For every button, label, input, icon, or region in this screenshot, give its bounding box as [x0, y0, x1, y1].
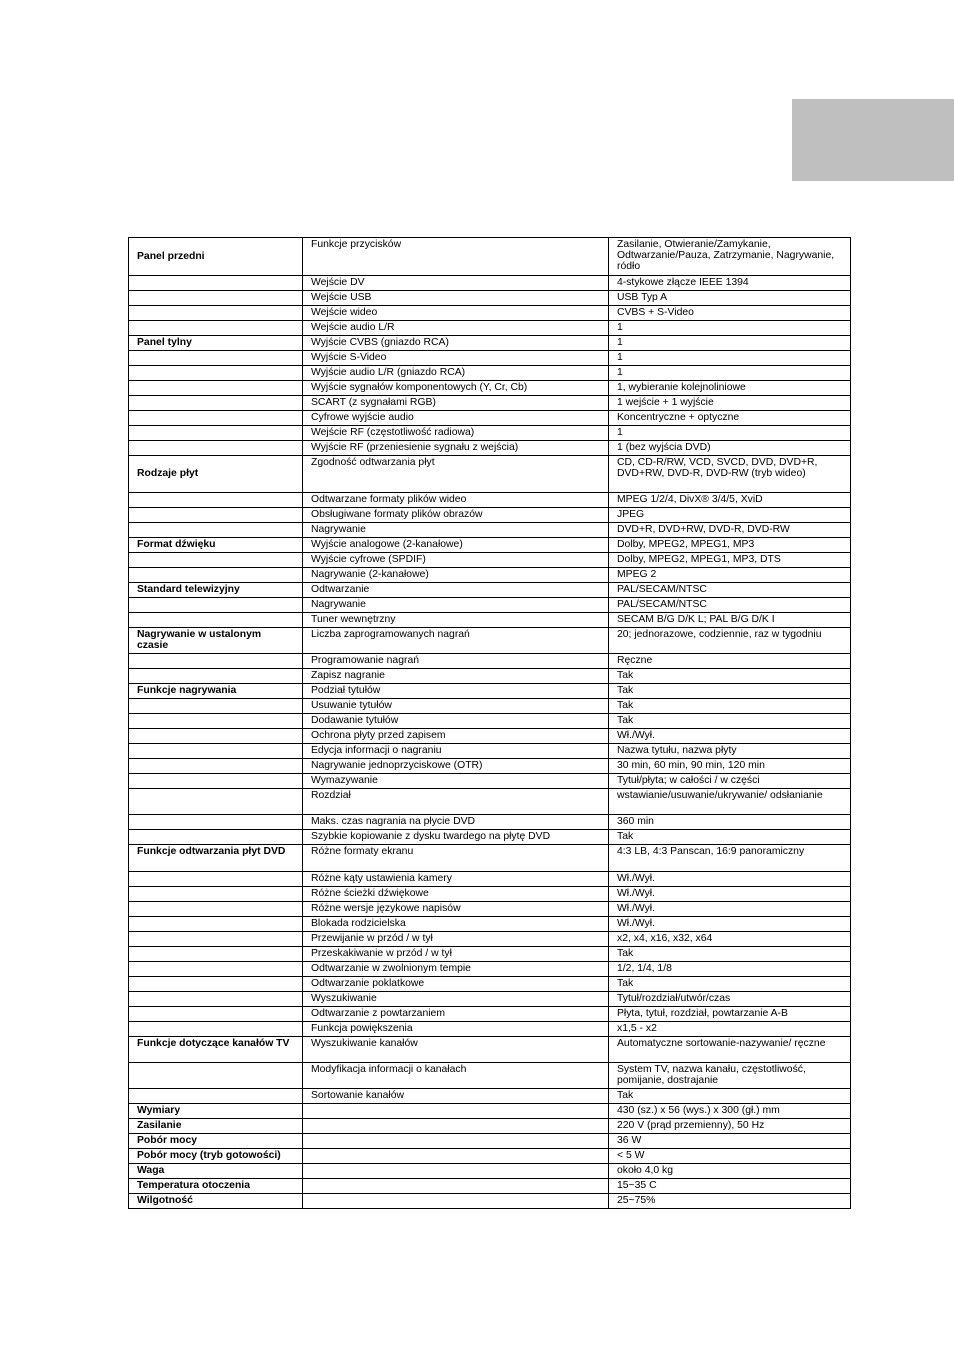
category-cell [129, 568, 303, 583]
feature-cell: Różne wersje językowe napisów [303, 902, 609, 917]
feature-cell: Przeskakiwanie w przód / w tył [303, 947, 609, 962]
category-cell [129, 291, 303, 306]
table-row [129, 1179, 851, 1194]
feature-cell [303, 1194, 609, 1209]
table-row [129, 523, 851, 538]
feature-cell: Maks. czas nagrania na płycie DVD [303, 815, 609, 830]
category-cell [129, 917, 303, 932]
feature-cell: Przewijanie w przód / w tył [303, 932, 609, 947]
value-cell: 430 (sz.) x 56 (wys.) x 300 (gł.) mm [609, 1104, 851, 1119]
feature-cell: Wyjście audio L/R (gniazdo RCA) [303, 366, 609, 381]
table-row [129, 669, 851, 684]
table-row [129, 291, 851, 306]
feature-cell: Nagrywanie [303, 598, 609, 613]
feature-cell [303, 1134, 609, 1149]
category-cell [129, 1089, 303, 1104]
feature-cell: Wejście RF (częstotliwość radiowa) [303, 426, 609, 441]
value-cell: 1 [609, 366, 851, 381]
feature-cell: Odtwarzanie z powtarzaniem [303, 1007, 609, 1022]
table-row [129, 238, 851, 276]
category-cell [129, 759, 303, 774]
category-cell [129, 962, 303, 977]
category-cell [129, 789, 303, 815]
value-cell: 36 W [609, 1134, 851, 1149]
value-cell: Dolby, MPEG2, MPEG1, MP3 [609, 538, 851, 553]
table-row [129, 321, 851, 336]
value-cell: 30 min, 60 min, 90 min, 120 min [609, 759, 851, 774]
table-row [129, 902, 851, 917]
feature-cell: SCART (z sygnałami RGB) [303, 396, 609, 411]
value-cell: PAL/SECAM/NTSC [609, 598, 851, 613]
category-cell [129, 774, 303, 789]
value-cell: 1 [609, 321, 851, 336]
value-cell: Tak [609, 684, 851, 699]
category-cell [129, 441, 303, 456]
table-row [129, 568, 851, 583]
table-row [129, 729, 851, 744]
category-cell: Zasilanie [129, 1119, 303, 1134]
value-cell: Tak [609, 1089, 851, 1104]
table-row [129, 744, 851, 759]
category-cell [129, 830, 303, 845]
feature-cell: Nagrywanie [303, 523, 609, 538]
table-row [129, 714, 851, 729]
table-row [129, 872, 851, 887]
value-cell: wstawianie/usuwanie/ukrywanie/ odsłanianie [609, 789, 851, 815]
value-cell: Wł./Wył. [609, 887, 851, 902]
value-cell: 220 V (prąd przemienny), 50 Hz [609, 1119, 851, 1134]
value-cell: MPEG 1/2/4, DivX® 3/4/5, XviD [609, 493, 851, 508]
feature-cell [303, 1119, 609, 1134]
table-row [129, 411, 851, 426]
category-cell: Pobór mocy (tryb gotowości) [129, 1149, 303, 1164]
category-cell: Funkcje nagrywania [129, 684, 303, 699]
category-cell [129, 699, 303, 714]
table-row [129, 1119, 851, 1134]
value-cell: Wł./Wył. [609, 729, 851, 744]
category-cell: Panel przedni [129, 238, 303, 276]
value-cell: Tak [609, 947, 851, 962]
value-cell: CVBS + S-Video [609, 306, 851, 321]
category-cell [129, 654, 303, 669]
value-cell: 360 min [609, 815, 851, 830]
table-row [129, 1022, 851, 1037]
category-cell [129, 306, 303, 321]
table-row [129, 426, 851, 441]
table-row [129, 508, 851, 523]
value-cell: 1, wybieranie kolejnoliniowe [609, 381, 851, 396]
category-cell [129, 902, 303, 917]
table-row [129, 583, 851, 598]
category-cell [129, 714, 303, 729]
value-cell: 1 (bez wyjścia DVD) [609, 441, 851, 456]
table-row [129, 381, 851, 396]
value-cell: MPEG 2 [609, 568, 851, 583]
feature-cell [303, 1149, 609, 1164]
category-cell [129, 729, 303, 744]
table-row [129, 1149, 851, 1164]
table-row [129, 553, 851, 568]
category-cell [129, 1007, 303, 1022]
feature-cell: Wejście DV [303, 276, 609, 291]
feature-cell: Odtwarzanie [303, 583, 609, 598]
value-cell: USB Typ A [609, 291, 851, 306]
value-cell: 1 [609, 336, 851, 351]
feature-cell: Podział tytułów [303, 684, 609, 699]
feature-cell: Wymazywanie [303, 774, 609, 789]
value-cell: Koncentryczne + optyczne [609, 411, 851, 426]
feature-cell: Nagrywanie (2-kanałowe) [303, 568, 609, 583]
table-row [129, 1089, 851, 1104]
value-cell: Automatyczne sortowanie-nazywanie/ ręczne [609, 1037, 851, 1063]
table-row [129, 845, 851, 872]
value-cell: Wł./Wył. [609, 902, 851, 917]
category-cell: Panel tylny [129, 336, 303, 351]
table-row [129, 1037, 851, 1063]
feature-cell: Dodawanie tytułów [303, 714, 609, 729]
value-cell: około 4,0 kg [609, 1164, 851, 1179]
category-cell [129, 426, 303, 441]
value-cell: Tak [609, 977, 851, 992]
feature-cell: Wyjście cyfrowe (SPDIF) [303, 553, 609, 568]
category-cell: Pobór mocy [129, 1134, 303, 1149]
table-row [129, 441, 851, 456]
feature-cell: Sortowanie kanałów [303, 1089, 609, 1104]
feature-cell: Wejście audio L/R [303, 321, 609, 336]
category-cell [129, 932, 303, 947]
feature-cell: Różne formaty ekranu [303, 845, 609, 872]
feature-cell: Obsługiwane formaty plików obrazów [303, 508, 609, 523]
value-cell: Wł./Wył. [609, 917, 851, 932]
category-cell: Nagrywanie w ustalonym czasie [129, 628, 303, 654]
feature-cell: Wyjście RF (przeniesienie sygnału z wejścia) [303, 441, 609, 456]
category-cell [129, 815, 303, 830]
category-cell [129, 493, 303, 508]
table-row [129, 789, 851, 815]
feature-cell: Nagrywanie jednoprzyciskowe (OTR) [303, 759, 609, 774]
value-cell: Tak [609, 699, 851, 714]
value-cell: 20; jednorazowe, codziennie, raz w tygodniu [609, 628, 851, 654]
table-row [129, 538, 851, 553]
value-cell: 1 [609, 426, 851, 441]
table-row [129, 306, 851, 321]
category-cell [129, 381, 303, 396]
feature-cell [303, 1179, 609, 1194]
value-cell: Zasilanie, Otwieranie/Zamykanie, Odtwarzanie/Pauza, Zatrzymanie, Nagrywanie, ródło [609, 238, 851, 276]
category-cell [129, 553, 303, 568]
table-row [129, 366, 851, 381]
value-cell: x2, x4, x16, x32, x64 [609, 932, 851, 947]
category-cell: Standard telewizyjny [129, 583, 303, 598]
value-cell: SECAM B/G D/K L; PAL B/G D/K I [609, 613, 851, 628]
value-cell: Nazwa tytułu, nazwa płyty [609, 744, 851, 759]
category-cell [129, 613, 303, 628]
table-row [129, 276, 851, 291]
category-cell [129, 598, 303, 613]
category-cell: Wymiary [129, 1104, 303, 1119]
table-row [129, 932, 851, 947]
category-cell [129, 276, 303, 291]
value-cell: 4-stykowe złącze IEEE 1394 [609, 276, 851, 291]
category-cell: Funkcje dotyczące kanałów TV [129, 1037, 303, 1063]
category-cell [129, 887, 303, 902]
value-cell: < 5 W [609, 1149, 851, 1164]
table-row [129, 598, 851, 613]
feature-cell: Różne ścieżki dźwiękowe [303, 887, 609, 902]
feature-cell [303, 1164, 609, 1179]
category-cell [129, 411, 303, 426]
category-cell [129, 977, 303, 992]
feature-cell: Wyjście S-Video [303, 351, 609, 366]
table-row [129, 830, 851, 845]
table-row [129, 815, 851, 830]
table-row [129, 774, 851, 789]
value-cell: Wł./Wył. [609, 872, 851, 887]
table-row [129, 759, 851, 774]
feature-cell: Szybkie kopiowanie z dysku twardego na płytę DVD [303, 830, 609, 845]
feature-cell: Wyszukiwanie kanałów [303, 1037, 609, 1063]
value-cell: Tak [609, 830, 851, 845]
category-cell [129, 1063, 303, 1089]
table-row [129, 1134, 851, 1149]
feature-cell: Usuwanie tytułów [303, 699, 609, 714]
table-row [129, 613, 851, 628]
value-cell: 4:3 LB, 4:3 Panscan, 16:9 panoramiczny [609, 845, 851, 872]
table-row [129, 493, 851, 508]
category-cell [129, 366, 303, 381]
table-row [129, 396, 851, 411]
feature-cell: Wyjście sygnałów komponentowych (Y, Cr, Cb) [303, 381, 609, 396]
value-cell: Tak [609, 669, 851, 684]
section-tab-marker [792, 99, 954, 181]
value-cell: 1 [609, 351, 851, 366]
table-row [129, 699, 851, 714]
feature-cell: Cyfrowe wyjście audio [303, 411, 609, 426]
category-cell [129, 351, 303, 366]
feature-cell: Ochrona płyty przed zapisem [303, 729, 609, 744]
feature-cell: Rozdział [303, 789, 609, 815]
table-row [129, 992, 851, 1007]
table-row [129, 351, 851, 366]
category-cell [129, 508, 303, 523]
value-cell: 1/2, 1/4, 1/8 [609, 962, 851, 977]
table-row [129, 336, 851, 351]
table-row [129, 684, 851, 699]
value-cell: 15~35 C [609, 1179, 851, 1194]
feature-cell: Zapisz nagranie [303, 669, 609, 684]
feature-cell: Tuner wewnętrzny [303, 613, 609, 628]
category-cell [129, 947, 303, 962]
feature-cell: Wyjście analogowe (2-kanałowe) [303, 538, 609, 553]
value-cell: CD, CD-R/RW, VCD, SVCD, DVD, DVD+R, DVD+RW, DVD-R, DVD-RW (tryb wideo) [609, 456, 851, 493]
value-cell: DVD+R, DVD+RW, DVD-R, DVD-RW [609, 523, 851, 538]
value-cell: JPEG [609, 508, 851, 523]
table-row [129, 456, 851, 493]
feature-cell: Programowanie nagrań [303, 654, 609, 669]
feature-cell: Liczba zaprogramowanych nagrań [303, 628, 609, 654]
feature-cell: Wyszukiwanie [303, 992, 609, 1007]
feature-cell: Wejście wideo [303, 306, 609, 321]
table-row [129, 1063, 851, 1089]
category-cell [129, 396, 303, 411]
table-row [129, 887, 851, 902]
value-cell: Tytuł/płyta; w całości / w części [609, 774, 851, 789]
table-row [129, 947, 851, 962]
feature-cell: Funkcje przycisków [303, 238, 609, 276]
table-row [129, 1194, 851, 1209]
feature-cell: Odtwarzanie w zwolnionym tempie [303, 962, 609, 977]
value-cell: 1 wejście + 1 wyjście [609, 396, 851, 411]
table-row [129, 1104, 851, 1119]
value-cell: Płyta, tytuł, rozdział, powtarzanie A-B [609, 1007, 851, 1022]
value-cell: PAL/SECAM/NTSC [609, 583, 851, 598]
value-cell: x1,5 - x2 [609, 1022, 851, 1037]
table-row [129, 962, 851, 977]
value-cell: 25~75% [609, 1194, 851, 1209]
category-cell: Waga [129, 1164, 303, 1179]
table-row [129, 1164, 851, 1179]
table-row [129, 917, 851, 932]
category-cell: Wilgotność [129, 1194, 303, 1209]
value-cell: Tytuł/rozdział/utwór/czas [609, 992, 851, 1007]
category-cell [129, 321, 303, 336]
feature-cell: Blokada rodzicielska [303, 917, 609, 932]
feature-cell: Wyjście CVBS (gniazdo RCA) [303, 336, 609, 351]
feature-cell: Wejście USB [303, 291, 609, 306]
value-cell: System TV, nazwa kanału, częstotliwość, pomijanie, dostrajanie [609, 1063, 851, 1089]
feature-cell: Odtwarzane formaty plików wideo [303, 493, 609, 508]
feature-cell: Edycja informacji o nagraniu [303, 744, 609, 759]
category-cell [129, 1022, 303, 1037]
category-cell: Rodzaje płyt [129, 456, 303, 493]
category-cell [129, 744, 303, 759]
feature-cell: Odtwarzanie poklatkowe [303, 977, 609, 992]
category-cell [129, 523, 303, 538]
category-cell: Temperatura otoczenia [129, 1179, 303, 1194]
category-cell: Format dźwięku [129, 538, 303, 553]
specifications-table [128, 237, 851, 1209]
table-row [129, 977, 851, 992]
table-row [129, 654, 851, 669]
table-row [129, 628, 851, 654]
feature-cell: Zgodność odtwarzania płyt [303, 456, 609, 493]
category-cell [129, 992, 303, 1007]
feature-cell: Funkcja powiększenia [303, 1022, 609, 1037]
table-row [129, 1007, 851, 1022]
feature-cell [303, 1104, 609, 1119]
feature-cell: Modyfikacja informacji o kanałach [303, 1063, 609, 1089]
value-cell: Ręczne [609, 654, 851, 669]
category-cell [129, 669, 303, 684]
category-cell: Funkcje odtwarzania płyt DVD [129, 845, 303, 872]
value-cell: Tak [609, 714, 851, 729]
category-cell [129, 872, 303, 887]
value-cell: Dolby, MPEG2, MPEG1, MP3, DTS [609, 553, 851, 568]
feature-cell: Różne kąty ustawienia kamery [303, 872, 609, 887]
